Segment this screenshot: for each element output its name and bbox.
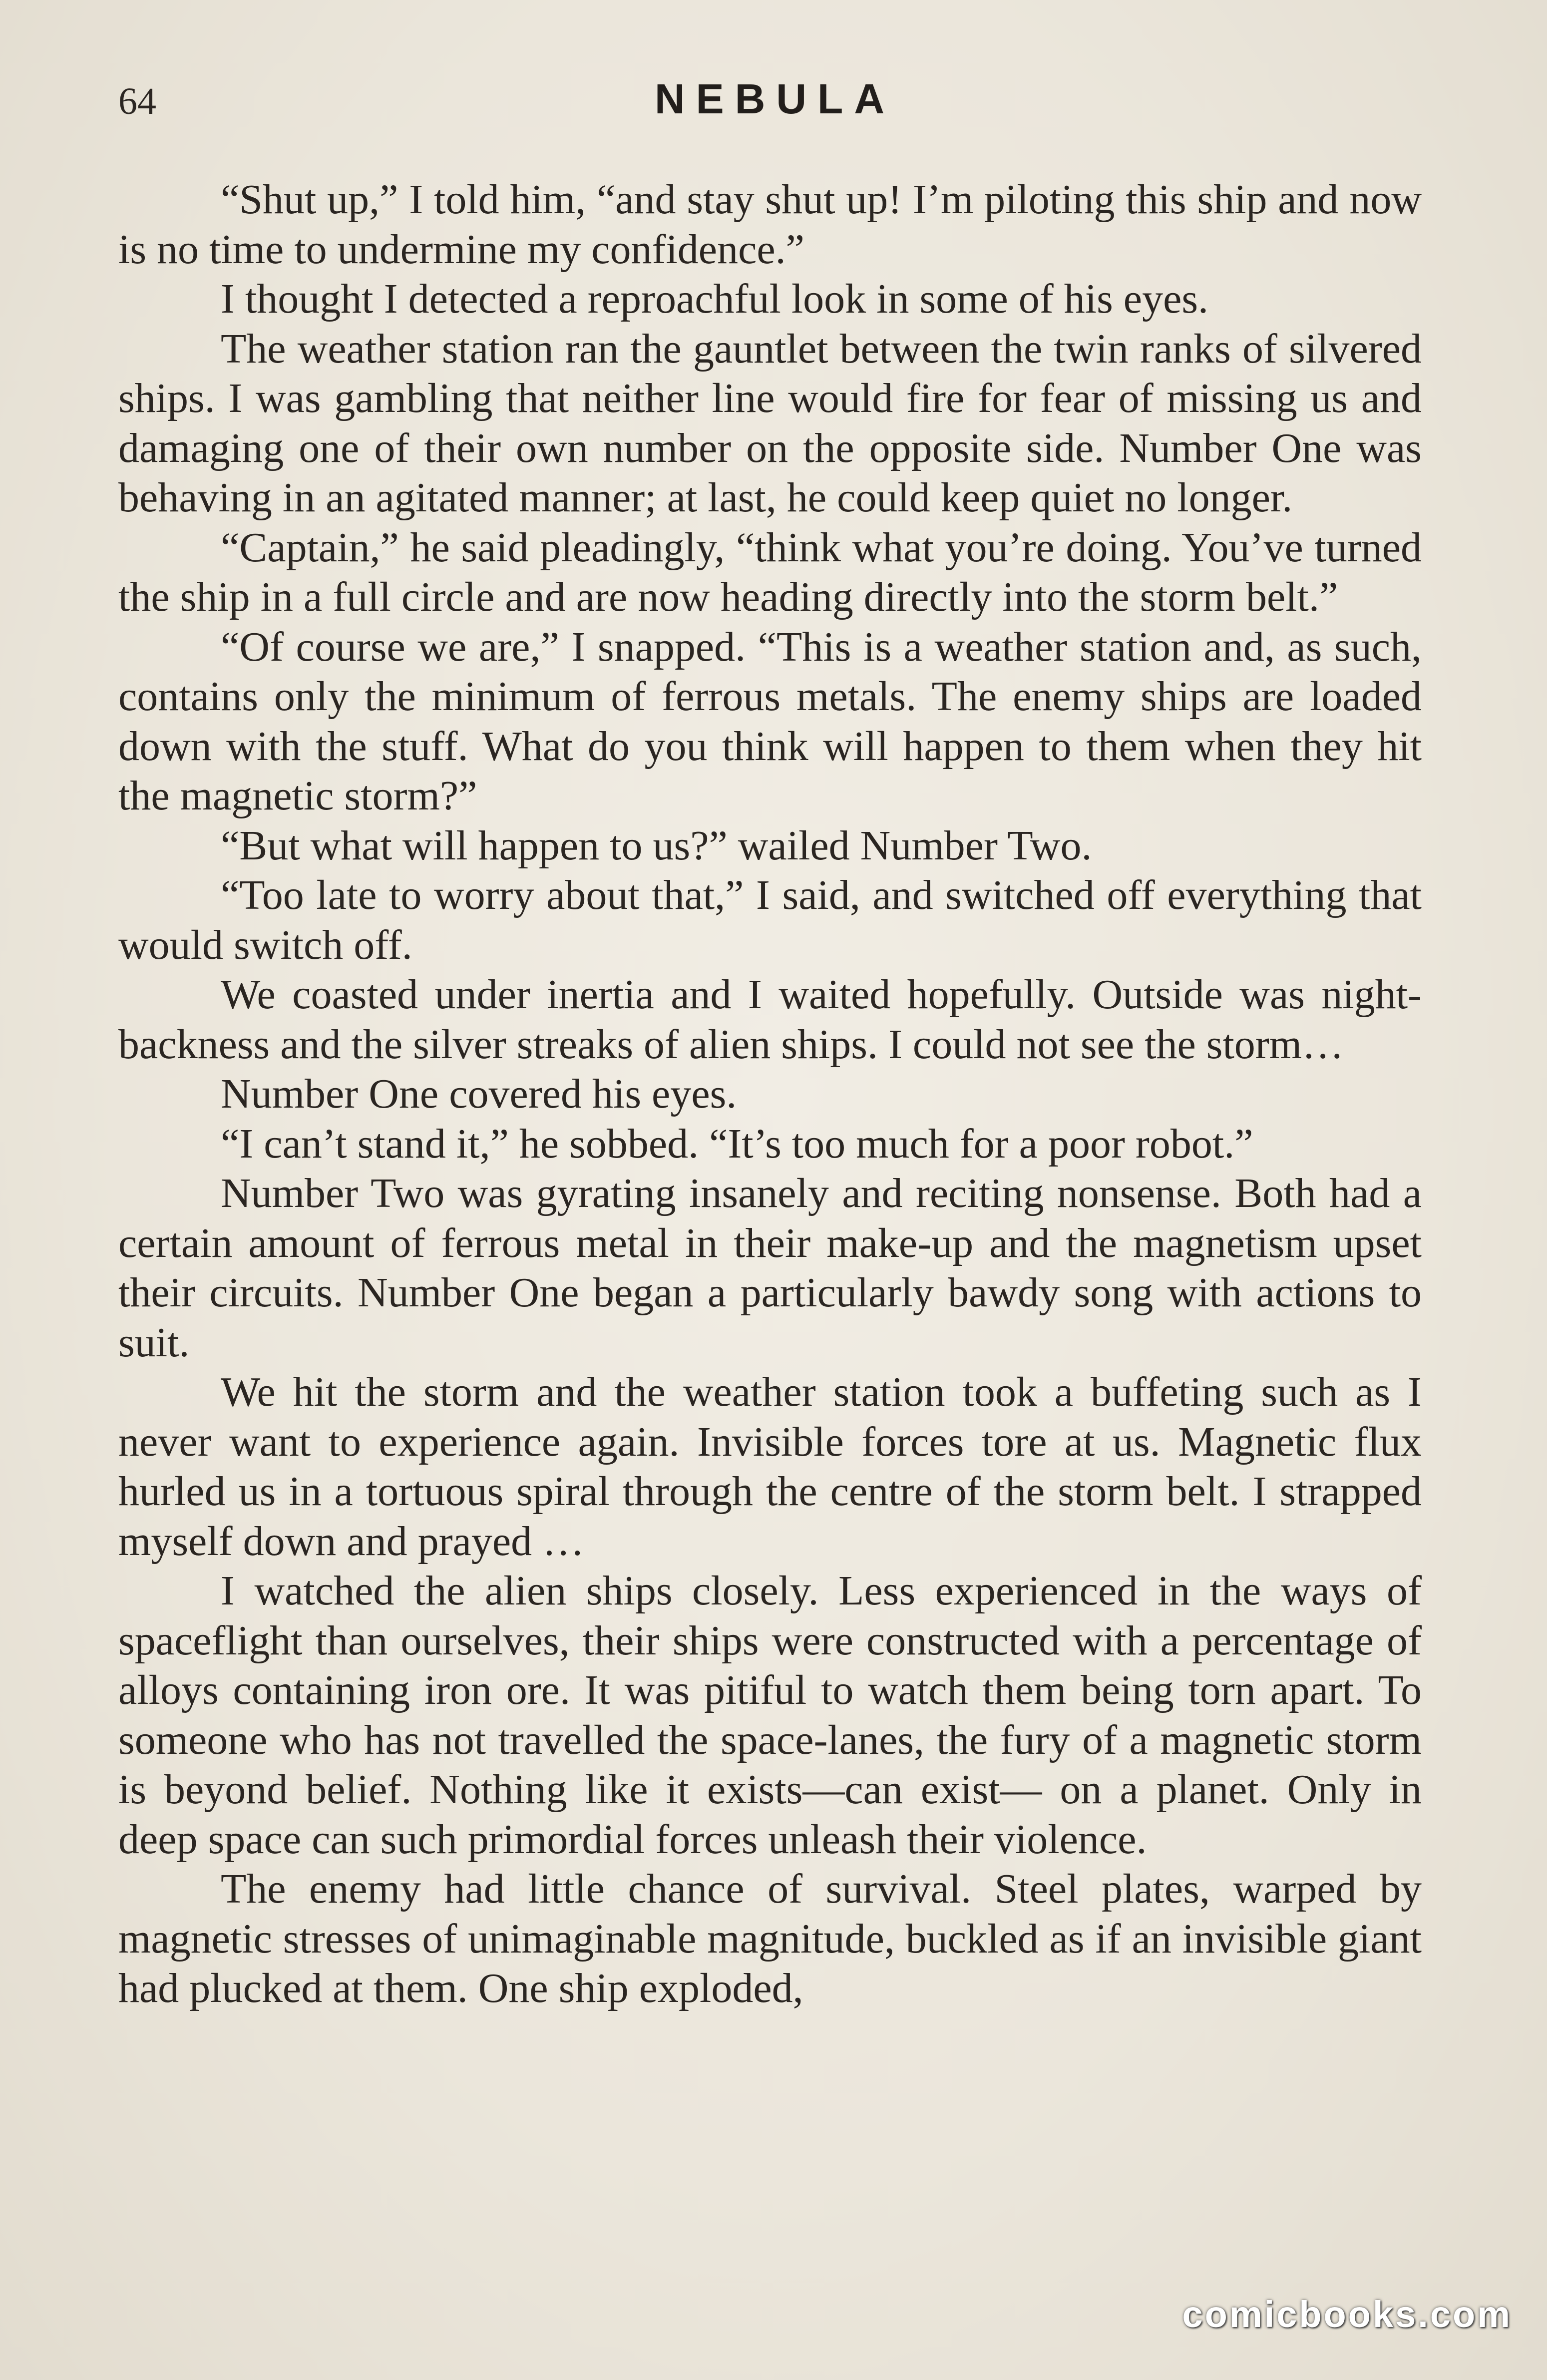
page-header bbox=[118, 75, 1432, 135]
paragraph: “Shut up,” I told him, “and stay shut up! I’m piloting this ship and now is no time to undermine my confidence.” bbox=[118, 176, 1422, 273]
paragraph: The weather station ran the gauntlet between the twin ranks of silvered ships. I was gambling that neither line would fire for fear of missing us and damaging one of their own number on the opposite side. Number One was behaving in an agitated manner; at last, he could keep quiet no longer. bbox=[118, 325, 1422, 521]
paragraph: I thought I detected a reproachful look in some of his eyes. bbox=[221, 276, 1209, 322]
paragraph: I watched the alien ships closely. Less experienced in the ways of spaceflight than ourselves, their ships were constructed with a percentage of alloys containing iron ore. It was pitiful to watch them being torn apart. To someone who has not travelled the space-lanes, the fury of a magnetic storm is beyond belief. Nothing like it exists—can exist— on a planet. Only in deep space can such primordial forces unleash their violence. bbox=[118, 1568, 1422, 1863]
paragraph: We hit the storm and the weather station took a buffeting such as I never want to experience again. Invisible forces tore at us. Magnetic flux hurled us in a tortuous spiral through the centre of the storm belt. I strapped myself down and prayed … bbox=[118, 1369, 1422, 1565]
paragraph: The enemy had little chance of survival. Steel plates, warped by magnetic stresses of unimaginable magnitude, buckled as if an invisible giant had plucked at them. One ship exploded, bbox=[118, 1866, 1422, 2011]
paragraph: Number One covered his eyes. bbox=[221, 1071, 737, 1117]
paragraph: “Too late to worry about that,” I said, and switched off everything that would switch off. bbox=[118, 872, 1422, 968]
watermark: comicbooks.com bbox=[1182, 2294, 1512, 2335]
body-text bbox=[118, 175, 1422, 2013]
paragraph: Number Two was gyrating insanely and reciting nonsense. Both had a certain amount of ferrous metal in their make-up and the magnetism upset their circuits. Number One began a particularly bawdy song with actions to suit. bbox=[118, 1170, 1422, 1366]
paragraph: “But what will happen to us?” wailed Number Two. bbox=[221, 822, 1092, 869]
running-head: NEBULA bbox=[655, 75, 895, 122]
paragraph: “Captain,” he said pleadingly, “think what you’re doing. You’ve turned the ship in a full circle and are now heading directly into the storm belt.” bbox=[118, 524, 1422, 620]
page-number: 64 bbox=[118, 80, 156, 122]
paragraph: “I can’t stand it,” he sobbed. “It’s too much for a poor robot.” bbox=[221, 1120, 1253, 1167]
paragraph: We coasted under inertia and I waited hopefully. Outside was night-backness and the silver streaks of alien ships. I could not see the storm… bbox=[118, 971, 1422, 1068]
paragraph: “Of course we are,” I snapped. “This is a weather station and, as such, contains only the minimum of ferrous metals. The enemy ships are loaded down with the stuff. What do you think will happen to them when they hit the magnetic storm?” bbox=[118, 623, 1422, 819]
